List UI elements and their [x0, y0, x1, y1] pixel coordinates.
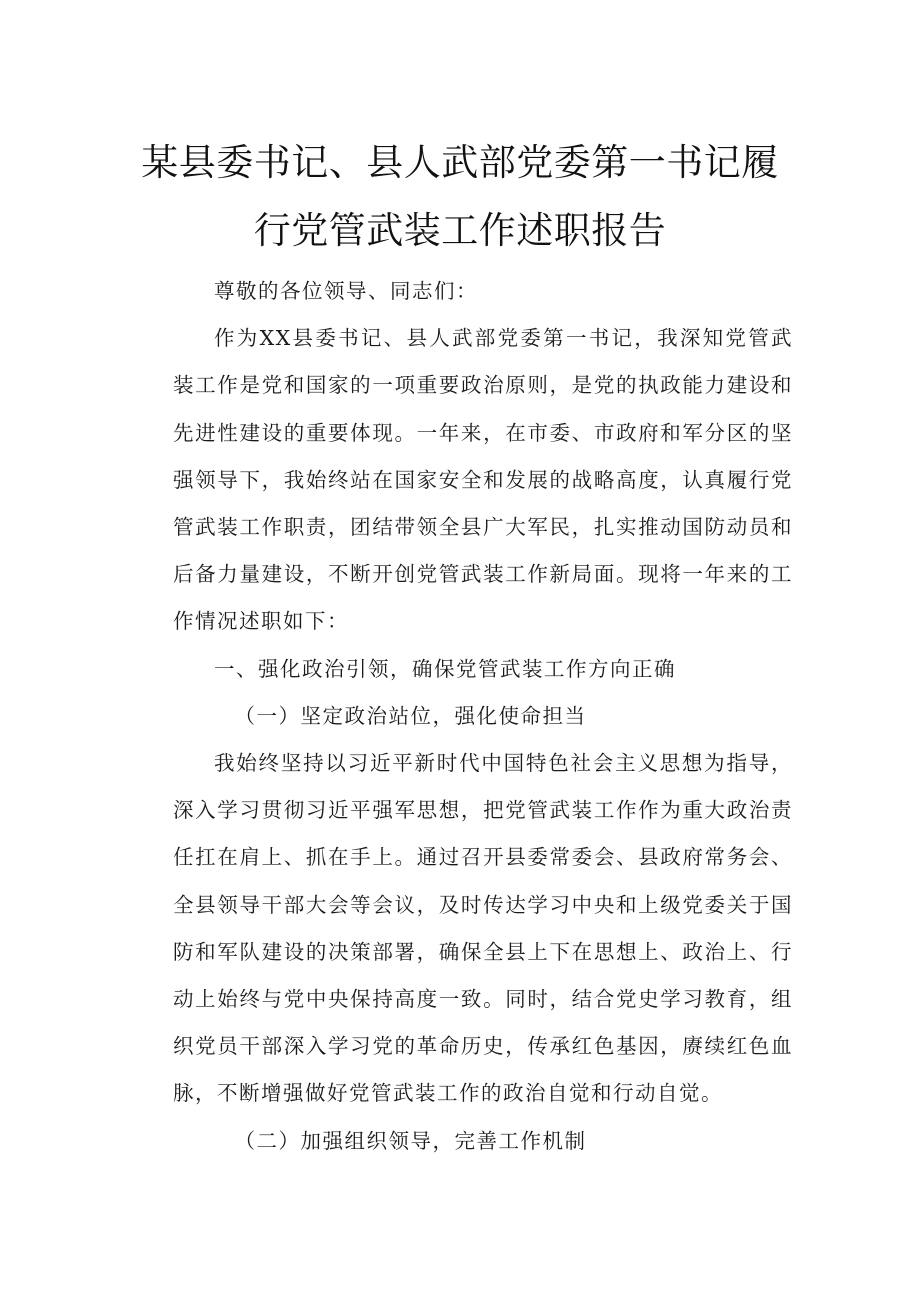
- document-title-line-1: 某县委书记、县人武部党委第一书记履: [141, 141, 779, 184]
- subsection-1-heading: （一）坚定政治站位，强化使命担当: [234, 703, 587, 728]
- document-body: [173, 268, 793, 1165]
- subsection-1-paragraph: 我始终坚持以习近平新时代中国特色社会主义思想为指导，深入学习贯彻习近平强军思想，把党管武装工作作为重大政治责任扛在肩上、抓在手上。通过召开县委常委会、县政府常务会、全县领导干部大会等会议，及时传达学习中央和上级党委关于国防和军队建设的决策部署，确保全县上下在思想上、政治上、行动上始终与党中央保持高度一致。同时，结合党史学习教育，组织党员干部深入学习党的革命历史，传承红色基因，赓续红色血脉，不断增强做好党管武装工作的政治自觉和行动自觉。: [173, 751, 793, 1106]
- salutation: 尊敬的各位领导、同志们：: [214, 279, 478, 303]
- document-title-line-2: 行党管武装工作述职报告: [253, 209, 667, 252]
- section-1-heading: 一、强化政治引领，确保党管武装工作方向正确: [214, 656, 676, 681]
- intro-paragraph: 作为XX县委书记、县人武部党委第一书记，我深知党管武装工作是党和国家的一项重要政治原则，是党的执政能力建设和先进性建设的重要体现。一年来，在市委、市政府和军分区的坚强领导下，我始终站在国家安全和发展的战略高度，认真履行党管武装工作职责，团结带领全县广大军民，扎实推动国防动员和后备力量建设，不断开创党管武装工作新局面。现将一年来的工作情况述职如下：: [173, 326, 793, 634]
- subsection-2-heading: （二）加强组织领导，完善工作机制: [234, 1128, 587, 1153]
